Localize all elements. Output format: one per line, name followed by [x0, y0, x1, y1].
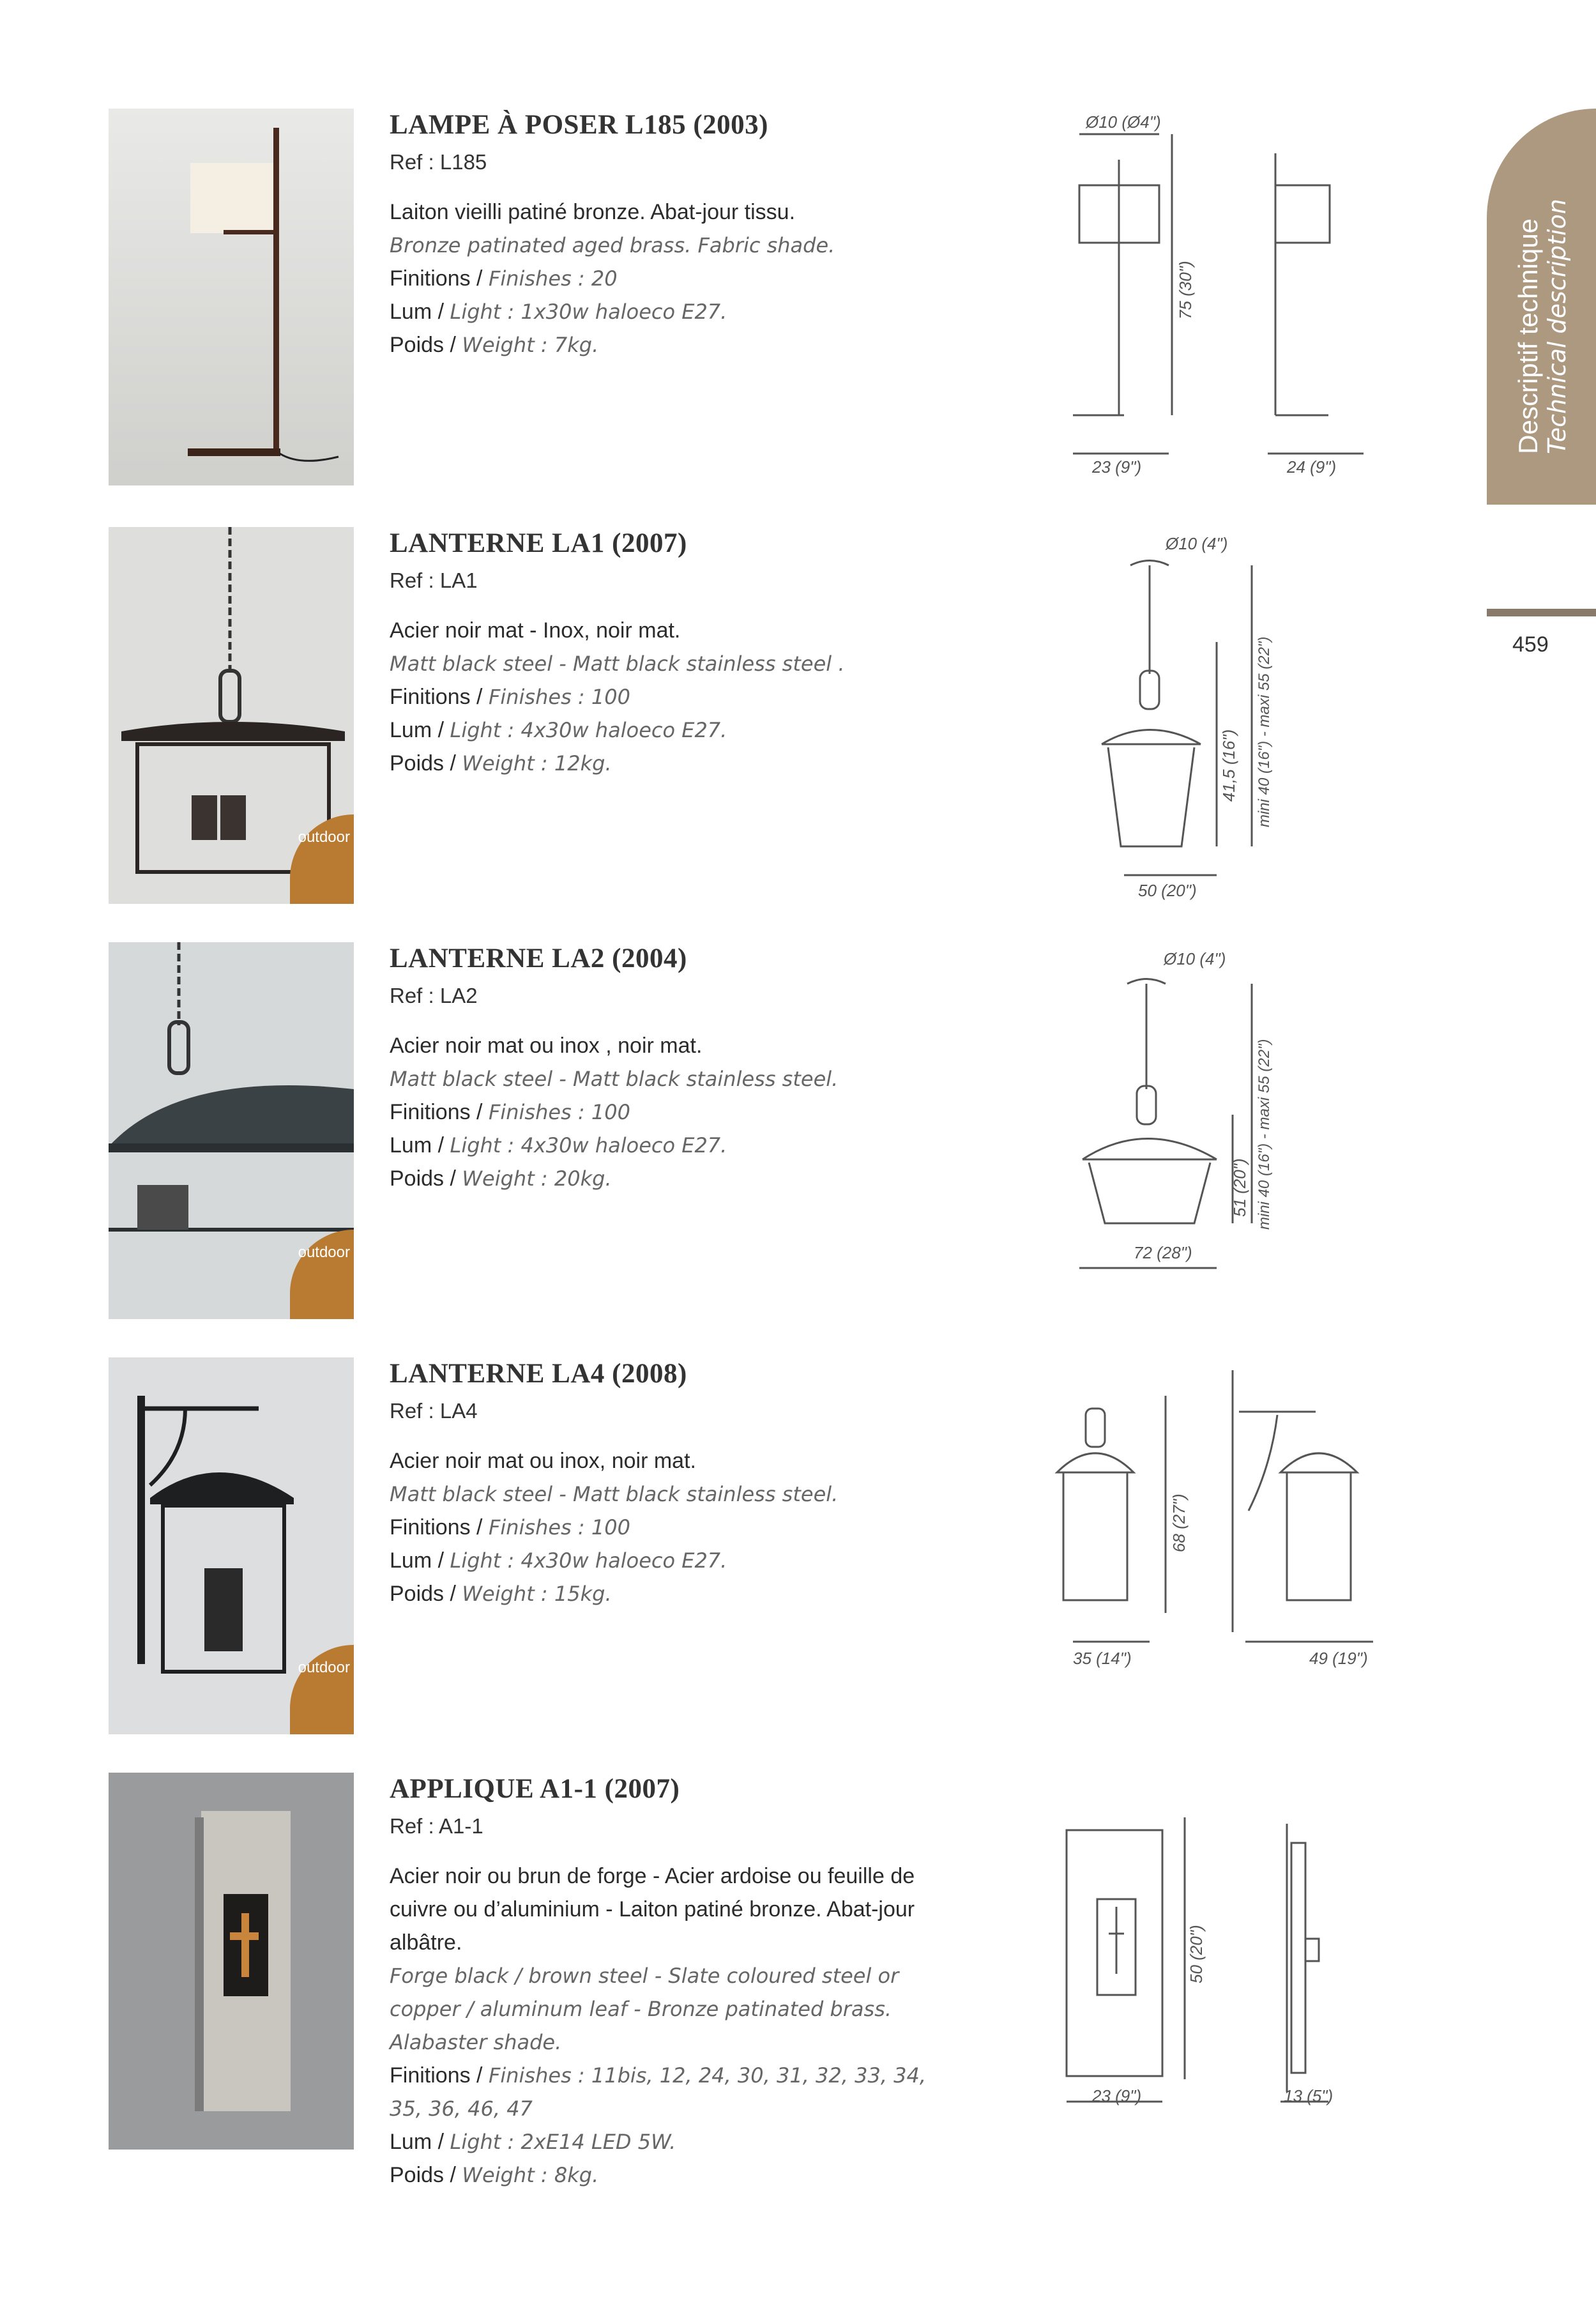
light-value: Light : 2xE14 LED 5W. [450, 2130, 676, 2154]
product-text [390, 1773, 964, 2192]
outdoor-label: outdoor [298, 1659, 350, 1676]
dim-base-front: 23 (9") [1092, 457, 1142, 477]
weight-line [390, 747, 964, 780]
technical-drawing [996, 109, 1443, 492]
product-text [390, 527, 964, 780]
product-photo [109, 109, 354, 485]
technical-drawing [996, 1773, 1443, 2156]
finishes-label: Finitions / [390, 1100, 489, 1124]
technical-drawing [996, 942, 1443, 1325]
weight-label: Poids / [390, 1166, 462, 1191]
finishes-label: Finitions / [390, 2063, 489, 2088]
light-line [390, 1129, 964, 1162]
dim-diameter: Ø10 (Ø4") [1086, 112, 1161, 132]
product-title: APPLIQUE A1-1 (2007) [390, 1774, 680, 1804]
finishes-line [390, 1096, 964, 1129]
description-fr: Acier noir mat ou inox, noir mat. [390, 1449, 696, 1473]
light-label: Lum / [390, 1548, 450, 1573]
dim-diameter: Ø10 (4") [1166, 534, 1228, 553]
product-description [390, 1860, 964, 2192]
product-la2 [0, 942, 1596, 1325]
product-a1-1 [0, 1773, 1596, 2220]
weight-value: Weight : 12kg. [462, 751, 612, 775]
product-text [390, 109, 964, 362]
side-tab-title-fr: Descriptif technique [1512, 218, 1543, 454]
light-value: Light : 1x30w haloeco E27. [450, 300, 727, 324]
product-ref: Ref : A1-1 [390, 1814, 483, 1838]
weight-label: Poids / [390, 2163, 462, 2187]
dim-depth: 13 (5") [1284, 2086, 1334, 2105]
weight-line [390, 1577, 964, 1610]
finishes-value: Finishes : 100 [488, 1515, 630, 1539]
description-en: Bronze patinated aged brass. Fabric shade. [390, 233, 835, 257]
dim-width: 35 (14") [1073, 1649, 1132, 1668]
dim-height: 75 (30") [1176, 261, 1195, 319]
light-label: Lum / [390, 1133, 450, 1157]
light-line [390, 2125, 964, 2158]
product-photo [109, 942, 354, 1319]
finishes-line [390, 1511, 964, 1544]
product-ref: Ref : LA2 [390, 984, 478, 1007]
description-fr: Laiton vieilli patiné bronze. Abat-jour tissu. [390, 200, 796, 224]
side-tab-title-en: Technical description [1542, 199, 1571, 454]
technical-drawing [996, 527, 1443, 910]
finishes-value: Finishes : 100 [488, 1100, 630, 1124]
product-ref: Ref : LA1 [390, 569, 478, 592]
dim-diameter: Ø10 (4") [1164, 949, 1226, 968]
description-en: Matt black steel - Matt black stainless steel . [390, 652, 845, 676]
finishes-label: Finitions / [390, 1515, 489, 1539]
product-la1 [0, 527, 1596, 910]
product-ref: Ref : L185 [390, 150, 487, 174]
finishes-label: Finitions / [390, 266, 489, 291]
dim-height: 51 (20") [1230, 1158, 1249, 1217]
weight-value: Weight : 7kg. [462, 333, 599, 357]
weight-label: Poids / [390, 333, 462, 357]
weight-line [390, 328, 964, 362]
product-title: LAMPE À POSER L185 (2003) [390, 110, 768, 140]
description-en: Matt black steel - Matt black stainless steel. [390, 1482, 839, 1506]
finishes-value: Finishes : 11bis, 12, 24, 30, 31, 32, 33, 34, 35, 36, 46, 47 [390, 2063, 927, 2121]
product-text [390, 942, 964, 1195]
light-label: Lum / [390, 718, 450, 742]
description-fr: Acier noir mat - Inox, noir mat. [390, 618, 681, 643]
product-title: LANTERNE LA4 (2008) [390, 1359, 687, 1389]
weight-line [390, 1162, 964, 1195]
product-photo [109, 1773, 354, 2150]
description-en: Matt black steel - Matt black stainless steel. [390, 1067, 839, 1091]
finishes-line [390, 262, 964, 295]
description-fr: Acier noir ou brun de forge - Acier ardoise ou feuille de cuivre ou d’aluminium - Laiton patiné bronze. Abat-jour albâtre. [390, 1864, 915, 1955]
weight-value: Weight : 8kg. [462, 2163, 599, 2187]
light-label: Lum / [390, 2130, 450, 2154]
light-value: Light : 4x30w haloeco E27. [450, 1133, 727, 1157]
finishes-line [390, 680, 964, 714]
dim-width: 72 (28") [1134, 1243, 1192, 1262]
dim-base-side: 24 (9") [1287, 457, 1337, 477]
outdoor-label: outdoor [298, 1244, 350, 1261]
product-la4 [0, 1357, 1596, 1741]
weight-label: Poids / [390, 1582, 462, 1606]
finishes-label: Finitions / [390, 685, 489, 709]
product-l185 [0, 109, 1596, 492]
dim-width: 50 (20") [1138, 881, 1197, 900]
product-title: LANTERNE LA2 (2004) [390, 943, 687, 974]
product-title: LANTERNE LA1 (2007) [390, 528, 687, 558]
product-text [390, 1357, 964, 1610]
product-photo [109, 527, 354, 904]
finishes-line [390, 2059, 964, 2125]
weight-value: Weight : 15kg. [462, 1582, 612, 1606]
weight-value: Weight : 20kg. [462, 1166, 612, 1191]
light-value: Light : 4x30w haloeco E27. [450, 718, 727, 742]
light-line [390, 714, 964, 747]
product-description [390, 195, 964, 362]
weight-line [390, 2158, 964, 2192]
light-line [390, 295, 964, 328]
description-fr: Acier noir mat ou inox , noir mat. [390, 1034, 703, 1058]
product-ref: Ref : LA4 [390, 1399, 478, 1423]
dim-height: 68 (27") [1169, 1493, 1189, 1552]
finishes-value: Finishes : 20 [488, 266, 618, 291]
dim-height: 50 (20") [1187, 1925, 1206, 1983]
finishes-value: Finishes : 100 [488, 685, 630, 709]
light-label: Lum / [390, 300, 450, 324]
dim-chain-range: mini 40 (16") - maxi 55 (22") [1256, 1039, 1273, 1230]
outdoor-label: outdoor [298, 829, 350, 846]
product-description [390, 1029, 964, 1195]
weight-label: Poids / [390, 751, 462, 775]
dim-depth: 49 (19") [1309, 1649, 1368, 1668]
dim-height: 41,5 (16") [1219, 729, 1238, 802]
product-description [390, 1444, 964, 1610]
light-line [390, 1544, 964, 1577]
technical-drawing [996, 1357, 1443, 1741]
description-en: Forge black / brown steel - Slate coloured steel or copper / aluminum leaf - Bronze patinated brass. Alabaster shade. [390, 1964, 899, 2054]
product-photo [109, 1357, 354, 1734]
dim-chain-range: mini 40 (16") - maxi 55 (22") [1256, 636, 1273, 827]
product-description [390, 614, 964, 780]
page-number: 459 [1512, 632, 1549, 657]
dim-width: 23 (9") [1092, 2086, 1142, 2105]
light-value: Light : 4x30w haloeco E27. [450, 1548, 727, 1573]
